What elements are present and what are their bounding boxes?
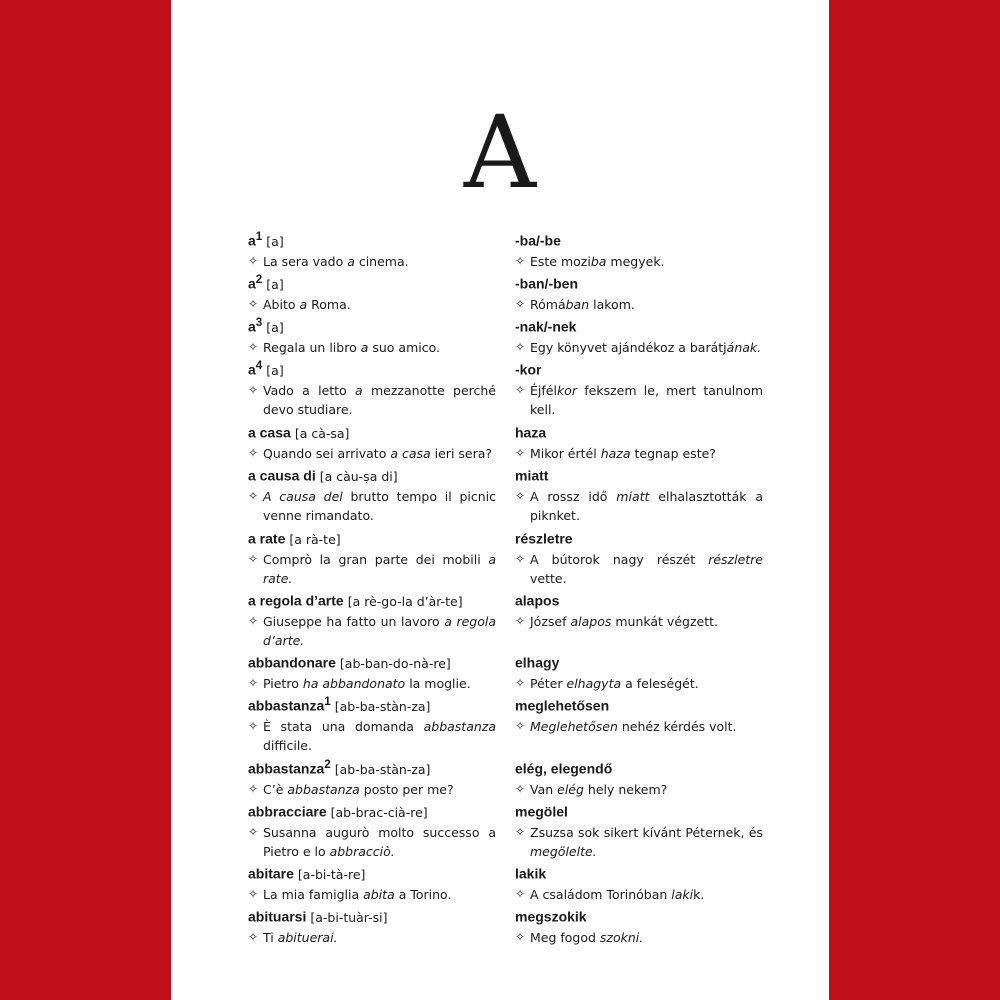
sparkle-bullet-icon: ✧ [248,445,259,460]
example-segment: Péter [530,675,567,691]
sparkle-bullet-icon: ✧ [515,718,526,733]
entry-headline [515,228,763,251]
italian-entry [248,693,496,756]
headword: miatt [515,467,549,484]
example-sentence [248,780,496,800]
example-segment: Este mozi [530,253,591,269]
example-sentence [515,295,763,315]
example-segment: A családom Torinóban [530,886,672,902]
example-sentence [248,252,496,272]
example-italic-segment: megölelte. [530,844,597,860]
example-segment: elhalasztották a piknket. [530,488,764,524]
sparkle-bullet-icon: ✧ [248,253,259,268]
headword: a regola d’arte [248,592,344,609]
hungarian-entry [515,588,763,631]
example-sentence [515,487,763,526]
example-segment: Regala un libro [263,339,361,355]
sparkle-bullet-icon: ✧ [515,929,526,944]
sparkle-bullet-icon: ✧ [248,824,259,839]
italian-entry [248,526,496,589]
entry-headline [515,861,763,884]
pronunciation: [a] [266,319,284,335]
example-sentence [515,338,763,358]
example-segment: Abito [263,296,300,312]
entry-headline [248,904,496,927]
example-segment: suo amico. [368,339,440,355]
example-segment: Pietro [263,675,303,691]
entry-headline [248,799,496,822]
example-segment: lakom. [589,296,635,312]
sparkle-bullet-icon: ✧ [515,488,526,503]
entry-headline [248,357,496,380]
pronunciation: [a] [266,362,284,378]
example-sentence [515,823,763,862]
example-segment: Meg fogod [530,929,600,945]
example-segment: vette. [530,571,567,587]
example-segment: ieri sera? [430,445,493,461]
headword: a [248,275,256,292]
entry-headline [515,420,763,443]
headword: haza [515,424,547,441]
italian-entry [248,799,496,862]
example-italic-segment: abbastanza [423,718,496,734]
headword: a [248,232,256,249]
example-segment: Comprò la gran parte dei mobili [263,551,489,567]
pronunciation: [a-bi-tà-re] [297,866,366,882]
entry-headline [248,314,496,337]
sparkle-bullet-icon: ✧ [515,886,526,901]
example-segment: Éjfél [530,382,557,398]
example-italic-segment: A causa del [263,488,343,504]
example-segment: Rómá [530,296,566,312]
headword: -ba/-be [515,232,561,249]
entry-headline [515,271,763,294]
example-segment: cinema. [354,253,409,269]
hungarian-entry [515,861,763,904]
sparkle-bullet-icon: ✧ [248,613,259,628]
example-italic-segment: a [360,339,369,355]
entry-headline [515,650,763,673]
italian-entry [248,904,496,947]
pronunciation: [a cà-sa] [294,425,350,441]
example-sentence [248,823,496,862]
entry-headline [515,904,763,927]
headword: megölel [515,803,568,820]
italian-entry [248,588,496,651]
example-italic-segment: abbracciò. [329,844,395,860]
headword-superscript: 1 [324,695,331,708]
hungarian-entry [515,526,763,589]
hungarian-entry [515,314,763,357]
pronunciation: [ab-brac-cià-re] [330,804,428,820]
example-segment: Roma. [307,296,351,312]
sparkle-bullet-icon: ✧ [248,675,259,690]
headword: a causa di [248,467,316,484]
example-italic-segment: a casa [390,445,431,461]
example-sentence [248,295,496,315]
sparkle-bullet-icon: ✧ [248,929,259,944]
example-sentence [248,381,496,420]
example-segment: Quando sei arrivato [263,445,391,461]
example-italic-segment: ha abbandonato [302,675,406,691]
entry-headline [248,463,496,486]
example-segment: nehéz kérdés volt. [617,718,737,734]
example-sentence [248,612,496,651]
headword: megszokik [515,908,587,925]
example-sentence [515,612,763,632]
example-italic-segment: a rate. [263,551,496,587]
example-italic-segment: elhagyta [566,675,622,691]
entry-headline [248,228,496,251]
headword: -ban/-ben [515,275,578,292]
example-italic-segment: alapos [570,613,612,629]
example-italic-segment: Meglehetősen [530,718,618,734]
hungarian-entry [515,420,763,463]
example-segment: Mikor értél [530,445,601,461]
example-segment: a feleségét. [621,675,699,691]
sparkle-bullet-icon: ✧ [515,613,526,628]
example-segment: A rossz idő [530,488,617,504]
example-sentence [248,550,496,589]
headword: a [248,361,256,378]
example-italic-segment: laki [671,886,694,902]
example-sentence [248,338,496,358]
sparkle-bullet-icon: ✧ [248,382,259,397]
headword: abitare [248,865,294,882]
hungarian-entry [515,271,763,314]
example-segment: A bútorok nagy részét [530,551,709,567]
italian-entry [248,756,496,799]
example-segment: difficile. [263,738,312,754]
example-segment: Susanna augurò molto successo a Pietro e lo [263,824,496,860]
example-italic-segment: a [347,253,355,269]
hungarian-entry [515,650,763,693]
example-segment: mezzanotte perché devo studiare. [263,382,496,418]
sparkle-bullet-icon: ✧ [515,551,526,566]
example-sentence [515,550,763,589]
entry-headline [248,271,496,294]
hungarian-entry [515,228,763,271]
hungarian-entry [515,357,763,420]
example-sentence [515,885,763,905]
headword: abbracciare [248,803,327,820]
entry-headline [248,693,496,716]
headword: a [248,318,256,335]
hungarian-entry [515,693,763,736]
sparkle-bullet-icon: ✧ [515,445,526,460]
headword-superscript: 1 [255,230,263,243]
example-segment: hely nekem? [583,781,668,797]
entry-headline [248,526,496,549]
headword-superscript: 2 [324,758,331,771]
example-sentence [248,928,496,948]
entry-headline [248,588,496,611]
entry-headline [515,526,763,549]
example-sentence [248,487,496,526]
example-italic-segment: miatt [616,488,650,504]
example-italic-segment: abita [363,886,395,902]
headword: abituarsi [248,908,307,925]
italian-entry [248,861,496,904]
example-italic-segment: részletre [708,551,763,567]
example-italic-segment: kor [556,382,577,398]
headword: abbastanza [248,697,325,714]
entry-headline [515,756,763,779]
example-segment: Vado a letto [263,382,356,398]
pronunciation: [a rè-go-la d’àr-te] [347,593,463,609]
example-sentence [515,717,763,737]
example-sentence [515,674,763,694]
pronunciation: [ab-ban-do-nà-re] [339,655,451,671]
example-sentence [515,252,763,272]
example-italic-segment: a [299,296,308,312]
example-sentence [248,674,496,694]
example-italic-segment: ban [565,296,590,312]
example-sentence [248,717,496,756]
example-italic-segment: abbastanza [287,781,360,797]
example-segment: È stata una domanda [263,718,424,734]
italian-entry [248,463,496,526]
example-segment: megyek. [606,253,665,269]
example-italic-segment: szokni. [599,929,644,945]
sparkle-bullet-icon: ✧ [248,296,259,311]
example-sentence [515,444,763,464]
headword: a casa [248,424,291,441]
example-segment: k. [693,886,705,902]
entry-headline [515,357,763,380]
example-italic-segment: elég [557,781,584,797]
sparkle-bullet-icon: ✧ [515,253,526,268]
headword: meglehetősen [515,697,610,714]
italian-entry [248,650,496,693]
headword: -kor [515,361,542,378]
headword-superscript: 2 [255,273,263,286]
pronunciation: [a càu-ṣa di] [319,468,398,484]
hungarian-entry [515,463,763,526]
sparkle-bullet-icon: ✧ [515,824,526,839]
example-segment: La mia famiglia [263,886,364,902]
headword-superscript: 3 [255,316,263,329]
headword: elég, elegendő [515,760,613,777]
headword: abbandonare [248,654,336,671]
example-segment: C’è [263,781,288,797]
example-segment: Zsuzsa sok sikert kívánt Péternek, és [530,824,763,840]
example-segment: la moglie. [405,675,471,691]
italian-entry [248,357,496,420]
sparkle-bullet-icon: ✧ [515,382,526,397]
sparkle-bullet-icon: ✧ [515,339,526,354]
headword: lakik [515,865,547,882]
pronunciation: [a-bi-tuàr-si] [310,909,388,925]
example-segment: Ti [263,929,278,945]
sparkle-bullet-icon: ✧ [515,781,526,796]
hungarian-entry [515,904,763,947]
example-sentence [515,780,763,800]
italian-entry [248,420,496,463]
example-sentence [248,444,496,464]
sparkle-bullet-icon: ✧ [515,296,526,311]
headword: részletre [515,530,573,547]
entry-headline [515,693,763,716]
hungarian-entry [515,756,763,799]
headword: a rate [248,530,286,547]
sparkle-bullet-icon: ✧ [515,675,526,690]
example-segment: fekszem le, mert tanulnom kell. [530,382,763,418]
sparkle-bullet-icon: ✧ [248,781,259,796]
headword: -nak/-nek [515,318,577,335]
example-sentence [515,381,763,420]
example-segment: munkát végzett. [611,613,718,629]
pronunciation: [ab-ba-stàn-za] [334,761,431,777]
sparkle-bullet-icon: ✧ [248,886,259,901]
example-segment: Egy könyvet ajándékoz a barátj [530,339,727,355]
headword: abbastanza [248,760,325,777]
example-italic-segment: ba [590,253,607,269]
example-italic-segment: abituerai. [277,929,338,945]
entry-headline [248,650,496,673]
example-italic-segment: a regola d’arte. [263,613,496,649]
example-italic-segment: a [355,382,363,398]
example-segment: La sera vado [263,253,348,269]
entry-headline [248,420,496,443]
hungarian-entry [515,799,763,862]
pronunciation: [a] [266,233,284,249]
entry-headline [248,756,496,779]
example-segment: Giuseppe ha fatto un lavoro [263,613,445,629]
example-segment: brutto tempo il picnic venne rimandato. [263,488,496,524]
entry-headline [515,588,763,611]
example-segment: Van [530,781,558,797]
sparkle-bullet-icon: ✧ [248,488,259,503]
example-segment: posto per me? [359,781,454,797]
pronunciation: [ab-ba-stàn-za] [334,698,431,714]
italian-entry [248,271,496,314]
headword: alapos [515,592,560,609]
example-italic-segment: haza [600,445,631,461]
example-sentence [515,928,763,948]
entry-headline [515,314,763,337]
sparkle-bullet-icon: ✧ [248,339,259,354]
entry-headline [515,463,763,486]
sparkle-bullet-icon: ✧ [248,551,259,566]
section-letter: A [463,94,537,211]
sparkle-bullet-icon: ✧ [248,718,259,733]
example-sentence [248,885,496,905]
example-segment: tegnap este? [630,445,716,461]
pronunciation: [a] [266,276,284,292]
italian-entry [248,228,496,271]
italian-entry [248,314,496,357]
example-segment: a Torino. [394,886,452,902]
headword: elhagy [515,654,560,671]
pronunciation: [a rà-te] [289,531,341,547]
example-segment: József [530,613,571,629]
example-italic-segment: ának. [726,339,762,355]
headword-superscript: 4 [255,359,263,372]
entry-headline [515,799,763,822]
entry-headline [248,861,496,884]
